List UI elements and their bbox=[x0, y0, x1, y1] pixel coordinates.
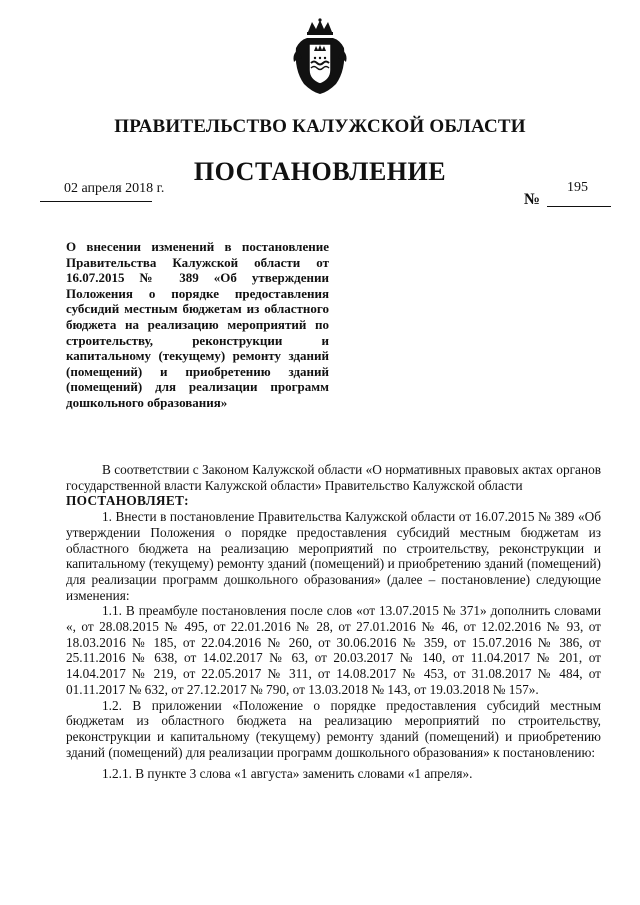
item-1-2-paragraph: 1.2. В приложении «Положение о порядке предоставления субсидий местным бюджетам из областного бюджета на реализацию мероприятий по строительству, реконструкции и капитальному (текущему) ремонту зданий (помещений) и приобретению зданий (помещений) для реализации программ дошкольного образования» к постановлению: bbox=[66, 697, 601, 760]
kaluga-coat-of-arms-icon bbox=[290, 18, 350, 96]
item-1-1-paragraph: 1.1. В преамбуле постановления после слов «от 13.07.2015 № 371» дополнить словами «, от 28.08.2015 № 495, от 22.01.2016 № 28, от 27.01.2016 № 46, от 12.02.2016 № 93, от 18.03.2016 № 185, от 22.04.2016 № 260, от 30.06.2016 № 359, от 15.07.2016 № 386, от 25.11.2016 № 638, от 14.02.2017 № 63, от 20.03.2017 № 140, от 11.04.2017 № 201, от 14.04.2017 № 219, от 22.05.2017 № 311, от 14.08.2017 № 453, от 31.08.2017 № 484, от 01.11.2017 № 632, от 27.12.2017 № 790, от 13.03.2018 № 143, от 19.03.2018 № 157». bbox=[66, 603, 601, 697]
preamble-paragraph: В соответствии с Законом Калужской области «О нормативных правовых актах органов государственной власти Калужской области» Правительство Калужской области bbox=[66, 462, 601, 493]
document-type-title: ПОСТАНОВЛЕНИЕ bbox=[193, 157, 447, 186]
item-1-paragraph: 1. Внести в постановление Правительства Калужской области от 16.07.2015 № 389 «Об утверждении Положения о порядке предоставления субсидий местным бюджетам из областного бюджета на реализацию мероприятий по строительству, реконструкции и капитальному (текущему) ремонту зданий (помещений) и приобретению зданий (помещений) для реализации программ дошкольного образования» (далее – постановление) следующие изменения: bbox=[66, 509, 601, 603]
item-1-2-1-paragraph: 1.2.1. В пункте 3 слова «1 августа» заменить словами «1 апреля». bbox=[102, 766, 473, 782]
government-title: ПРАВИТЕЛЬСТВО КАЛУЖСКОЙ ОБЛАСТИ bbox=[114, 116, 526, 137]
document-number: 195 bbox=[567, 180, 588, 195]
decree-word: ПОСТАНОВЛЯЕТ: bbox=[66, 493, 189, 509]
document-body bbox=[66, 462, 601, 782]
document-subject: О внесении изменений в постановление Правительства Калужской области от 16.07.2015 № 389 «Об утверждении Положения о порядке предоставления субсидий местным бюджетам из областного бюджета на реализацию мероприятий по строительству, реконструкции и капитальному (текущему) ремонту зданий (помещений) и приобретению зданий (помещений) для реализации программ дошкольного образования» bbox=[66, 239, 329, 410]
number-underline bbox=[547, 206, 611, 207]
date-underline bbox=[40, 201, 152, 202]
document-date: 02 апреля 2018 г. bbox=[64, 181, 165, 196]
number-sign: № bbox=[524, 191, 541, 208]
